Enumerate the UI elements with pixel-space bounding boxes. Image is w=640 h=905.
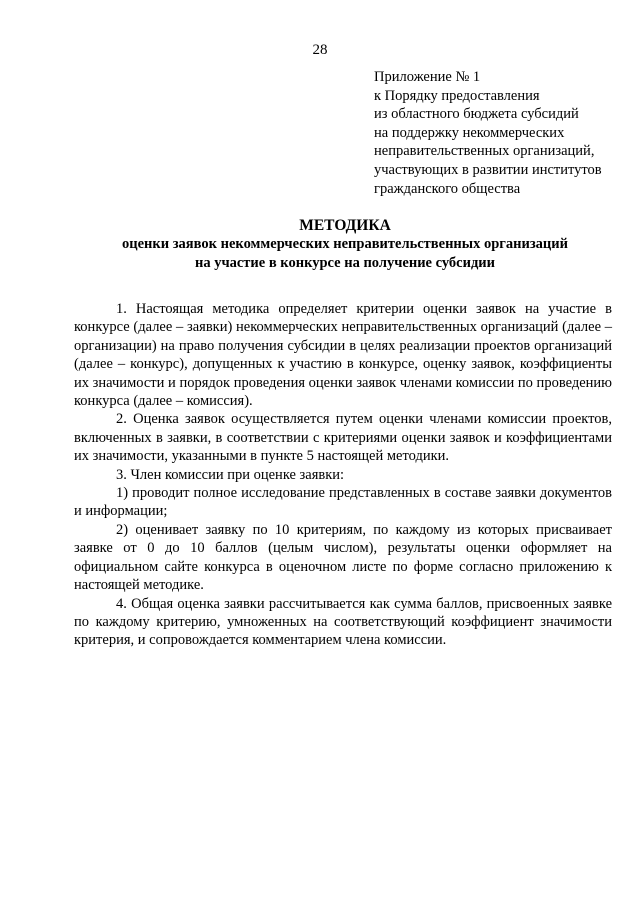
document-title: МЕТОДИКА <box>299 217 391 234</box>
annex-block <box>374 68 636 198</box>
paragraph: 1. Настоящая методика определяет критерии оценки заявок на участие в конкурсе (далее – заявки) некоммерческих неправительственных организаций (далее – организации) на право получения субсидии в целях реализации проектов организаций (далее – конкурс), допущенных к участию в конкурсе, оценку заявок, коэффициенты их значимости и порядок проведения оценки заявок членами комиссии по проведению конкурса (далее – комиссия). <box>74 301 612 410</box>
paragraph: 2. Оценка заявок осуществляется путем оценки членами комиссии проектов, включенных в заявки, в соответствии с критериями оценки заявок и коэффициентами их значимости, указанными в пункте 5 настоящей методики. <box>74 411 612 465</box>
paragraph: 2) оценивает заявку по 10 критериям, по каждому из которых присваивает заявке от 0 до 10 баллов (целым числом), результаты оценки оформляет на официальном сайте конкурса в оценочном листе по форме согласно приложению к настоящей методике. <box>74 521 612 594</box>
document-body <box>74 300 612 650</box>
document-heading <box>60 216 630 273</box>
annex-line: к Порядку предоставления <box>374 87 540 104</box>
annex-line: Приложение № 1 <box>374 69 481 85</box>
annex-line: из областного бюджета субсидий <box>374 106 579 123</box>
paragraph: 1) проводит полное исследование представленных в составе заявки документов и информации; <box>74 485 612 520</box>
annex-line: участвующих в развитии институтов <box>374 161 602 178</box>
document-subtitle-line: оценки заявок некоммерческих неправительственных организаций <box>122 236 568 252</box>
paragraph: 4. Общая оценка заявки рассчитывается как сумма баллов, присвоенных заявке по каждому критерию, умноженных на соответствующий коэффициент значимости критерия, и сопровождается комментарием члена комиссии. <box>74 595 612 649</box>
annex-line: гражданского общества <box>374 180 521 197</box>
annex-line: на поддержку некоммерческих <box>374 124 565 141</box>
page-number: 28 <box>312 42 328 58</box>
document-subtitle-line: на участие в конкурсе на получение субсидии <box>194 255 496 271</box>
annex-line: неправительственных организаций, <box>374 143 595 160</box>
paragraph: 3. Член комиссии при оценке заявки: <box>116 466 345 483</box>
